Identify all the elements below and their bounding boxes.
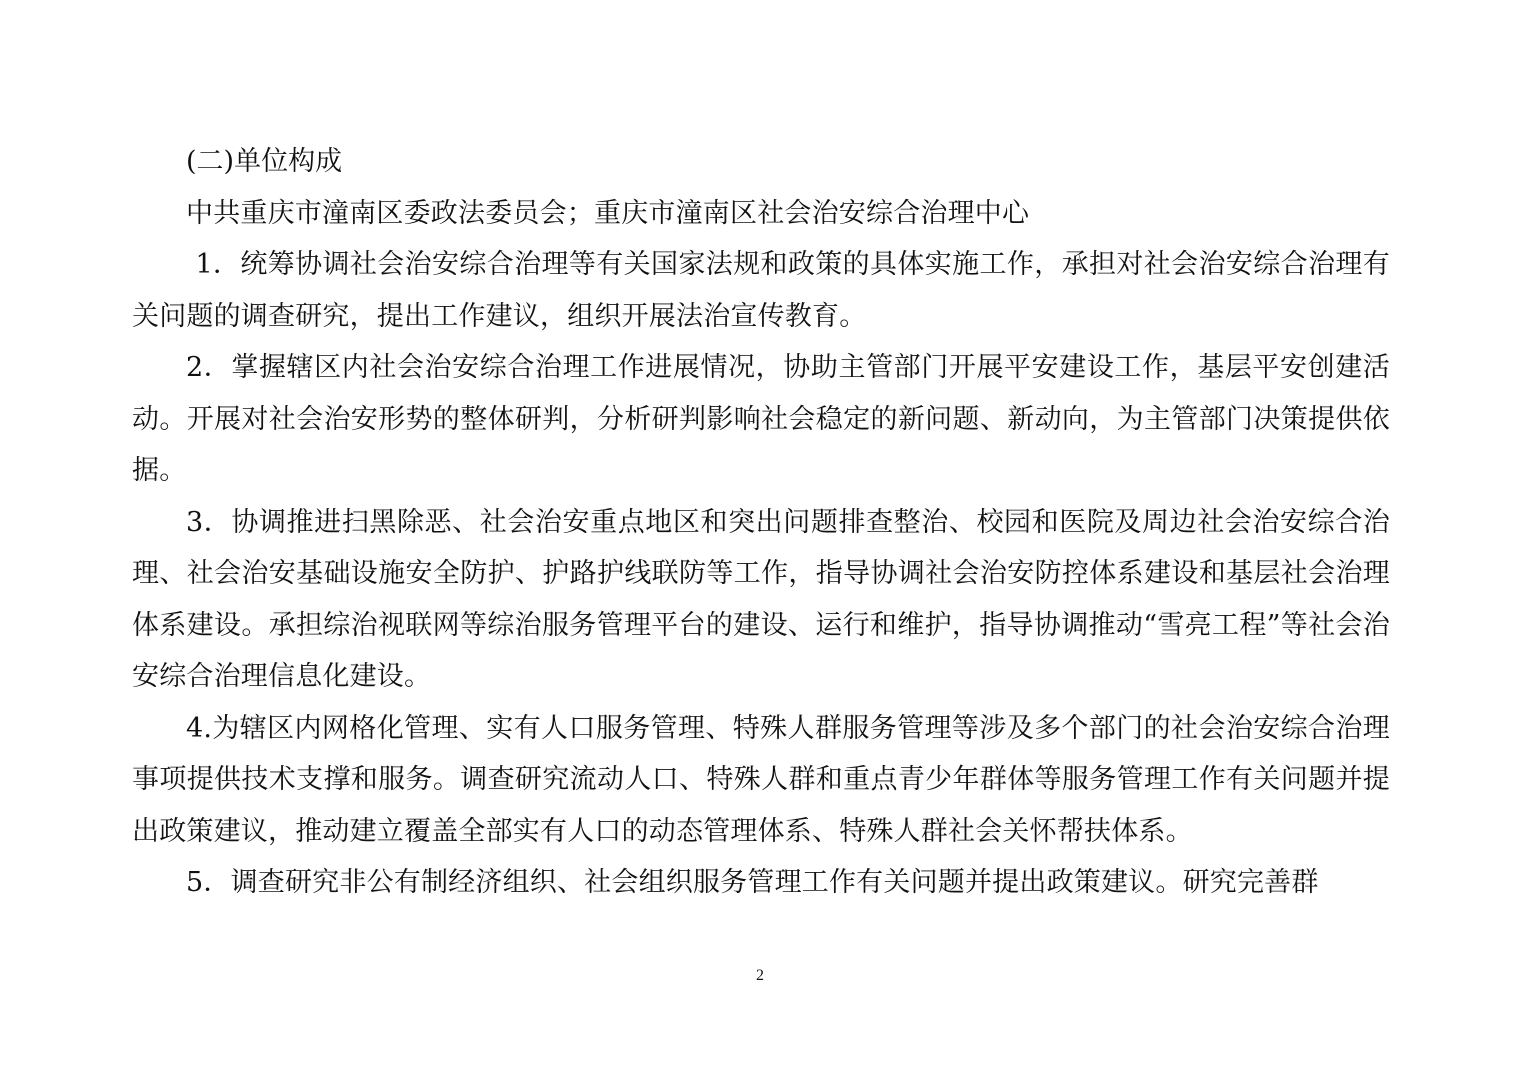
section-heading: (二)单位构成 (186, 146, 343, 177)
page-number: 2 (756, 967, 764, 984)
units-paragraph: 中共重庆市潼南区委政法委员会；重庆市潼南区社会治安综合治理中心 (186, 197, 1030, 229)
list-item: 4.为辖区内网格化管理、实有人口服务管理、特殊人群服务管理等涉及多个部门的社会治安综合治理事项提供技术支撑和服务。调查研究流动人口、特殊人群和重点青少年群体等服务管理工作有关问题并提出政策建议，推动建立覆盖全部实有人口的动态管理体系、特殊人群社会关怀帮扶体系。 (132, 712, 1390, 847)
list-item: 3．协调推进扫黑除恶、社会治安重点地区和突出问题排查整治、校园和医院及周边社会治安综合治理、社会治安基础设施安全防护、护路护线联防等工作，指导协调社会治安防控体系建设和基层社会治理体系建设。承担综治视联网等综治服务管理平台的建设、运行和维护，指导协调推动“雪亮工程”等社会治安综合治理信息化建设。 (132, 506, 1390, 692)
list-item: 1．统筹协调社会治安综合治理等有关国家法规和政策的具体实施工作，承担对社会治安综合治理有关问题的调查研究，提出工作建议，组织开展法治宣传教育。 (132, 249, 1390, 332)
list-item: 5．调查研究非公有制经济组织、社会组织服务管理工作有关问题并提出政策建议。研究完善群 (186, 867, 1319, 898)
document-body (132, 136, 1390, 909)
list-item: 2．掌握辖区内社会治安综合治理工作进展情况，协助主管部门开展平安建设工作，基层平安创建活动。开展对社会治安形势的整体研判，分析研判影响社会稳定的新问题、新动向，为主管部门决策提供依据。 (132, 352, 1390, 486)
